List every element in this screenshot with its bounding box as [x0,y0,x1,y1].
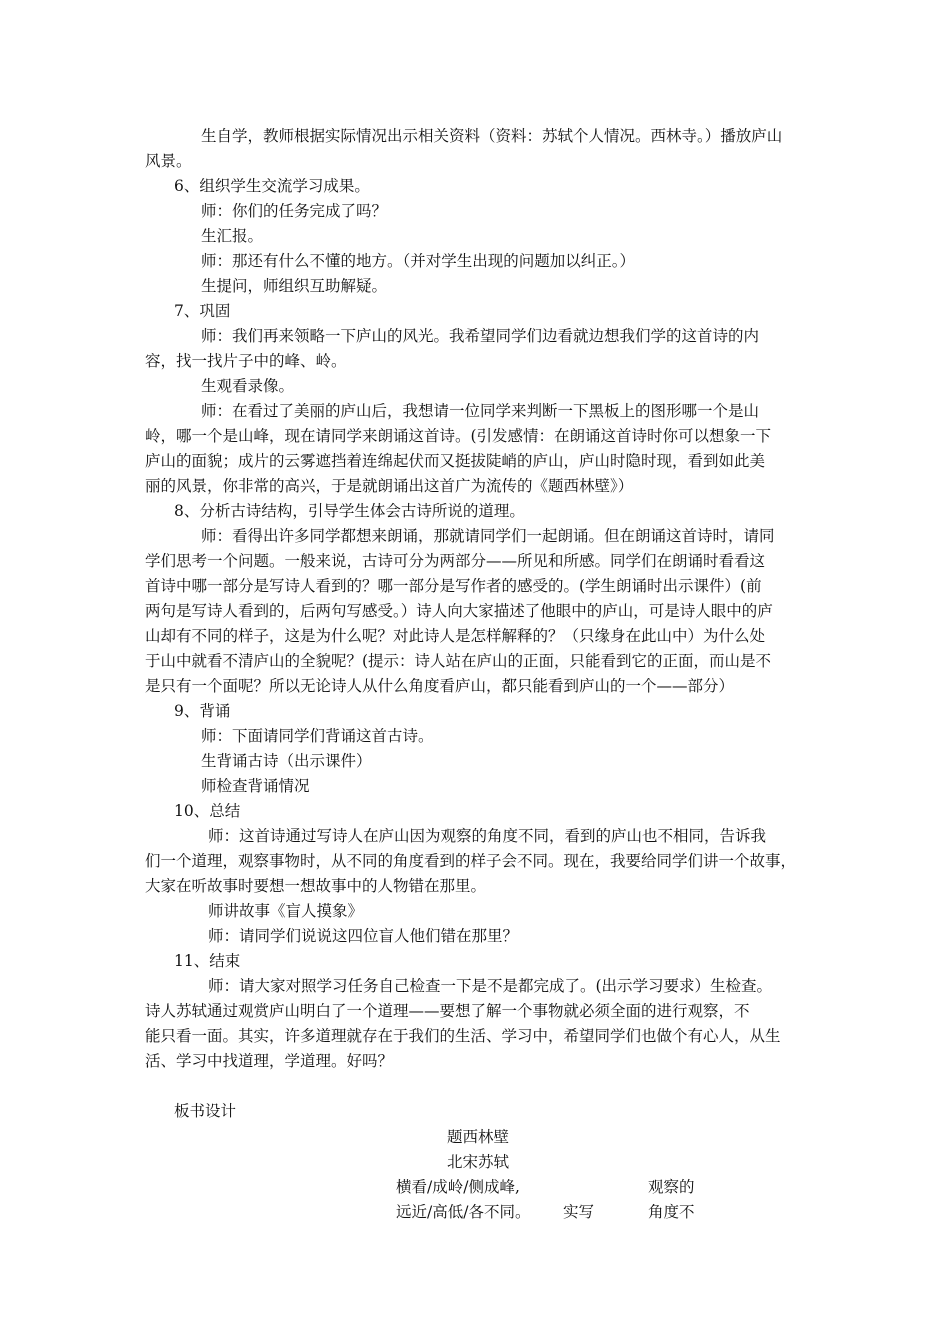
board-design-heading: 板书设计 [174,1102,237,1120]
text-line: 师：你们的任务完成了吗？ [201,202,388,220]
text-line: 师：这首诗通过写诗人在庐山因为观察的角度不同，看到的庐山也不相同，告诉我 [208,827,767,845]
text-line: 首诗中哪一部分是写诗人看到的？哪一部分是写作者的感受的。(学生朗诵时出示课件）(前 [145,577,762,595]
poem-title: 题西林壁 [447,1128,510,1146]
poem-line-2: 远近/高低/各不同。 [396,1203,531,1221]
text-line: 容，找一找片子中的峰、岭。 [145,352,347,370]
text-line: 诗人苏轼通过观赏庐山明白了一个道理——要想了解一个事物就必须全面的进行观察，不 [145,1002,750,1020]
text-line: 庐山的面貌；成片的云雾遮挡着连绵起伏而又挺拔陡峭的庐山，庐山时隐时现，看到如此美 [145,452,766,470]
poem-author: 北宋苏轼 [447,1153,510,1171]
board-note-2: 角度不 [648,1203,695,1221]
section-heading: 11、结束 [174,952,241,970]
text-line: 大家在听故事时要想一想故事中的人物错在那里。 [145,877,487,895]
board-mid-note: 实写 [563,1203,595,1221]
text-line: 们一个道理，观察事物时，从不同的角度看到的样子会不同。现在，我要给同学们讲一个故事， [145,852,797,870]
section-heading: 9、背诵 [174,702,231,720]
section-heading: 7、巩固 [174,302,231,320]
text-line: 风景。 [145,152,192,170]
text-line: 生汇报。 [201,227,264,245]
text-line: 生自学，教师根据实际情况出示相关资料（资料：苏轼个人情况。西林寺。）播放庐山 [201,127,783,145]
text-line: 师：请大家对照学习任务自己检查一下是不是都完成了。(出示学习要求）生检查。 [208,977,773,995]
text-line: 师：在看过了美丽的庐山后，我想请一位同学来判断一下黑板上的图形哪一个是山 [201,402,760,420]
text-line: 是只有一个面呢？所以无论诗人从什么角度看庐山，都只能看到庐山的一个——部分） [145,677,735,695]
text-line: 两句是写诗人看到的，后两句写感受。）诗人向大家描述了他眼中的庐山，可是诗人眼中的庐 [145,602,773,620]
text-line: 岭，哪一个是山峰，现在请同学来朗诵这首诗。(引发感情：在朗诵这首诗时你可以想象一下 [145,427,772,445]
section-heading: 10、总结 [174,802,241,820]
section-heading: 6、组织学生交流学习成果。 [174,177,370,195]
section-heading: 8、分析古诗结构，引导学生体会古诗所说的道理。 [174,502,525,520]
poem-line-1: 横看/成岭/侧成峰, [396,1178,520,1196]
text-line: 师：请同学们说说这四位盲人他们错在那里？ [208,927,519,945]
text-line: 师：我们再来领略一下庐山的风光。我希望同学们边看就边想我们学的这首诗的内 [201,327,760,345]
text-line: 于山中就看不清庐山的全貌呢？(提示：诗人站在庐山的正面，只能看到它的正面，而山是不 [145,652,772,670]
board-note-1: 观察的 [648,1178,695,1196]
text-line: 活、学习中找道理，学道理。好吗？ [145,1052,394,1070]
text-line: 师：下面请同学们背诵这首古诗。 [201,727,434,745]
text-line: 山却有不同的样子，这是为什么呢？对此诗人是怎样解释的？（只缘身在此山中）为什么处 [145,627,766,645]
text-line: 能只看一面。其实，许多道理就存在于我们的生活、学习中，希望同学们也做个有心人，从生 [145,1027,781,1045]
text-line: 生提问，师组织互助解疑。 [201,277,388,295]
text-line: 师：看得出许多同学都想来朗诵，那就请同学们一起朗诵。但在朗诵这首诗时，请同 [201,527,775,545]
text-line: 学们思考一个问题。一般来说，古诗可分为两部分——所见和所感。同学们在朗诵时看看这 [145,552,766,570]
text-line: 师检查背诵情况 [201,777,310,795]
text-line: 师：那还有什么不懂的地方。（并对学生出现的问题加以纠正。） [201,252,636,270]
text-line: 丽的风景，你非常的高兴，于是就朗诵出这首广为流传的《题西林壁》） [145,477,634,495]
text-line: 生背诵古诗（出示课件） [201,752,372,770]
text-line: 师讲故事《盲人摸象》 [208,902,364,920]
text-line: 生观看录像。 [201,377,295,395]
